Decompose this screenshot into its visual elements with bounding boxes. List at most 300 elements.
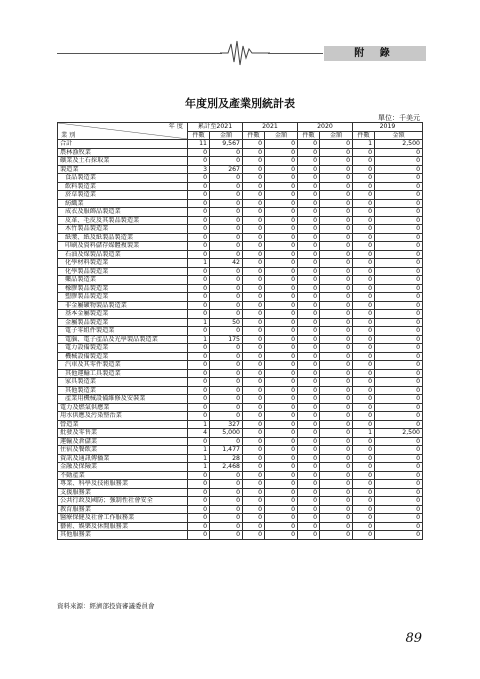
amount-cell: 0 (210, 412, 243, 421)
count-cell: 0 (188, 276, 210, 285)
amount-cell: 0 (210, 225, 243, 234)
count-cell: 0 (298, 344, 320, 353)
amount-cell: 0 (265, 429, 298, 438)
amount-cell: 0 (265, 463, 298, 472)
industry-cell: 木竹製品製造業 (58, 225, 188, 234)
count-cell: 0 (353, 242, 375, 251)
count-cell: 0 (298, 446, 320, 455)
amount-cell: 0 (210, 497, 243, 506)
year-header: 2021 (243, 123, 298, 132)
count-cell: 1 (188, 335, 210, 344)
table-row (58, 403, 423, 412)
industry-cell: 橡膠製品製造業 (58, 284, 188, 293)
count-cell: 0 (353, 259, 375, 268)
amount-cell: 0 (265, 369, 298, 378)
amount-cell: 0 (210, 378, 243, 387)
table-row (58, 335, 423, 344)
count-cell: 0 (298, 293, 320, 302)
amount-cell: 0 (320, 157, 353, 166)
amount-cell: 0 (320, 344, 353, 353)
count-cell: 0 (188, 361, 210, 370)
count-cell: 0 (188, 225, 210, 234)
table-row (58, 480, 423, 489)
amount-cell: 50 (210, 318, 243, 327)
count-cell: 0 (243, 403, 265, 412)
amount-cell: 0 (375, 191, 423, 200)
amount-cell: 0 (265, 267, 298, 276)
count-cell: 0 (243, 250, 265, 259)
amount-cell: 0 (375, 522, 423, 531)
count-cell: 0 (243, 437, 265, 446)
count-cell: 0 (298, 412, 320, 421)
count-cell: 0 (243, 208, 265, 217)
table-row (58, 148, 423, 157)
count-cell: 0 (298, 174, 320, 183)
count-cell: 0 (188, 191, 210, 200)
amount-cell: 0 (265, 233, 298, 242)
count-cell: 0 (353, 352, 375, 361)
count-cell: 0 (188, 471, 210, 480)
amount-cell: 0 (320, 352, 353, 361)
industry-cell: 其他服務業 (58, 531, 188, 540)
count-cell: 0 (188, 505, 210, 514)
count-cell: 0 (243, 522, 265, 531)
amount-cell: 0 (320, 454, 353, 463)
count-cell: 0 (298, 471, 320, 480)
amount-header: 金額 (320, 131, 353, 140)
amount-header: 金額 (210, 131, 243, 140)
amount-cell: 0 (210, 361, 243, 370)
amount-cell: 0 (265, 454, 298, 463)
count-cell: 0 (353, 505, 375, 514)
amount-cell: 0 (320, 182, 353, 191)
count-cell: 0 (188, 233, 210, 242)
amount-cell: 0 (265, 182, 298, 191)
count-cell: 0 (353, 488, 375, 497)
count-cell: 0 (243, 233, 265, 242)
amount-cell: 0 (210, 505, 243, 514)
table-row (58, 352, 423, 361)
count-cell: 0 (243, 242, 265, 251)
count-cell: 0 (243, 199, 265, 208)
count-cell: 0 (188, 293, 210, 302)
amount-cell: 0 (375, 157, 423, 166)
amount-cell: 0 (210, 174, 243, 183)
count-cell: 0 (188, 412, 210, 421)
table-row (58, 437, 423, 446)
amount-cell: 0 (320, 284, 353, 293)
count-cell: 0 (353, 165, 375, 174)
amount-cell: 0 (210, 344, 243, 353)
table-row (58, 191, 423, 200)
count-cell: 1 (188, 318, 210, 327)
amount-cell: 0 (210, 284, 243, 293)
amount-cell: 0 (210, 352, 243, 361)
amount-cell: 0 (210, 395, 243, 404)
amount-cell: 0 (210, 369, 243, 378)
table-row (58, 471, 423, 480)
count-cell: 0 (353, 386, 375, 395)
table-row (58, 497, 423, 506)
count-cell: 0 (353, 216, 375, 225)
count-cell: 0 (188, 157, 210, 166)
amount-cell: 0 (210, 216, 243, 225)
industry-cell: 運輸及倉儲業 (58, 437, 188, 446)
amount-cell: 42 (210, 259, 243, 268)
count-cell: 0 (243, 531, 265, 540)
count-cell: 1 (188, 420, 210, 429)
amount-cell: 0 (265, 412, 298, 421)
count-cell: 0 (353, 157, 375, 166)
count-cell: 0 (188, 395, 210, 404)
industry-cell: 飲料製造業 (58, 182, 188, 191)
amount-cell: 0 (210, 250, 243, 259)
count-cell: 0 (243, 327, 265, 336)
industry-cell: 資訊及通訊傳播業 (58, 454, 188, 463)
amount-cell: 0 (265, 191, 298, 200)
industry-cell: 醫療保健及社會工作服務業 (58, 514, 188, 523)
count-cell: 0 (353, 378, 375, 387)
amount-cell: 0 (320, 437, 353, 446)
amount-cell: 0 (210, 182, 243, 191)
count-cell: 0 (298, 327, 320, 336)
industry-cell: 支援服務業 (58, 488, 188, 497)
amount-cell: 0 (265, 242, 298, 251)
count-cell: 0 (298, 505, 320, 514)
amount-cell: 0 (265, 505, 298, 514)
count-cell: 0 (298, 140, 320, 149)
count-cell: 0 (298, 225, 320, 234)
count-cell: 0 (353, 446, 375, 455)
amount-cell: 0 (320, 250, 353, 259)
count-cell: 0 (298, 216, 320, 225)
amount-cell: 0 (320, 259, 353, 268)
header-rule-left (57, 53, 222, 54)
count-cell: 0 (298, 267, 320, 276)
pulse-line-icon (220, 38, 270, 68)
amount-cell: 0 (320, 140, 353, 149)
amount-cell: 0 (320, 488, 353, 497)
industry-cell: 藝術、娛樂及休閒服務業 (58, 522, 188, 531)
amount-cell: 0 (320, 191, 353, 200)
count-cell: 0 (188, 242, 210, 251)
count-cell: 0 (243, 420, 265, 429)
count-header: 件數 (243, 131, 265, 140)
amount-cell: 0 (265, 208, 298, 217)
amount-cell: 0 (375, 165, 423, 174)
count-cell: 0 (188, 344, 210, 353)
count-cell: 0 (298, 522, 320, 531)
count-cell: 0 (353, 327, 375, 336)
amount-cell: 0 (210, 488, 243, 497)
industry-cell: 塑膠製品製造業 (58, 293, 188, 302)
amount-cell: 0 (265, 157, 298, 166)
count-cell: 0 (188, 250, 210, 259)
amount-cell: 0 (265, 293, 298, 302)
table-row (58, 301, 423, 310)
count-cell: 0 (243, 335, 265, 344)
count-cell: 0 (243, 471, 265, 480)
industry-cell: 電腦、電子產品及光學製品製造業 (58, 335, 188, 344)
table-row (58, 165, 423, 174)
amount-cell: 0 (265, 310, 298, 319)
count-cell: 0 (188, 174, 210, 183)
count-cell: 0 (353, 225, 375, 234)
year-header: 2019 (353, 123, 423, 132)
amount-cell: 0 (320, 165, 353, 174)
count-cell: 0 (243, 480, 265, 489)
amount-cell: 0 (265, 514, 298, 523)
industry-cell: 製造業 (58, 165, 188, 174)
count-cell: 0 (243, 165, 265, 174)
count-cell: 0 (353, 403, 375, 412)
amount-cell: 0 (265, 216, 298, 225)
amount-cell: 0 (320, 505, 353, 514)
section-tab: 附 錄 (324, 46, 426, 61)
corner-year-label: 年 度 (168, 123, 183, 130)
count-cell: 0 (353, 174, 375, 183)
amount-cell: 0 (265, 225, 298, 234)
count-cell: 0 (298, 514, 320, 523)
table-row (58, 395, 423, 404)
table-row (58, 157, 423, 166)
amount-cell: 0 (210, 208, 243, 217)
count-cell: 0 (353, 514, 375, 523)
count-cell: 1 (353, 429, 375, 438)
industry-cell: 化學材料製造業 (58, 259, 188, 268)
count-cell: 0 (243, 344, 265, 353)
count-cell: 0 (243, 454, 265, 463)
amount-cell: 0 (265, 471, 298, 480)
industry-cell: 印刷及資料儲存媒體複製業 (58, 242, 188, 251)
amount-cell: 0 (265, 446, 298, 455)
amount-cell: 0 (210, 310, 243, 319)
amount-cell: 0 (265, 361, 298, 370)
amount-cell: 0 (265, 378, 298, 387)
amount-cell: 0 (320, 463, 353, 472)
count-cell: 0 (353, 522, 375, 531)
count-cell: 0 (188, 216, 210, 225)
count-cell: 0 (243, 395, 265, 404)
table-row (58, 378, 423, 387)
year-header: 2020 (298, 123, 353, 132)
amount-cell: 0 (320, 233, 353, 242)
amount-cell: 327 (210, 420, 243, 429)
amount-cell: 0 (265, 386, 298, 395)
count-header: 件數 (353, 131, 375, 140)
amount-header: 金額 (265, 131, 298, 140)
count-cell: 0 (188, 301, 210, 310)
amount-cell: 0 (375, 310, 423, 319)
count-cell: 0 (298, 233, 320, 242)
amount-cell: 0 (265, 480, 298, 489)
amount-cell: 0 (375, 471, 423, 480)
amount-cell: 0 (320, 395, 353, 404)
industry-cell: 電力設備製造業 (58, 344, 188, 353)
count-cell: 0 (188, 437, 210, 446)
count-cell: 0 (298, 276, 320, 285)
amount-cell: 0 (375, 327, 423, 336)
industry-cell: 紡織業 (58, 199, 188, 208)
amount-cell: 0 (375, 412, 423, 421)
amount-cell: 175 (210, 335, 243, 344)
count-cell: 0 (243, 182, 265, 191)
amount-cell: 0 (320, 514, 353, 523)
count-cell: 0 (243, 361, 265, 370)
count-cell: 0 (188, 284, 210, 293)
count-cell: 0 (188, 182, 210, 191)
industry-cell: 公共行政及國防；強制性社會安全 (58, 497, 188, 506)
amount-cell: 0 (375, 199, 423, 208)
amount-cell: 0 (375, 250, 423, 259)
count-cell: 0 (188, 267, 210, 276)
amount-cell: 0 (375, 480, 423, 489)
table-row (58, 242, 423, 251)
industry-cell: 批發及零售業 (58, 429, 188, 438)
count-cell: 4 (188, 429, 210, 438)
amount-cell: 0 (320, 378, 353, 387)
amount-cell: 0 (210, 514, 243, 523)
count-cell: 0 (188, 522, 210, 531)
amount-cell: 0 (375, 378, 423, 387)
amount-cell: 0 (320, 446, 353, 455)
count-cell: 0 (298, 352, 320, 361)
amount-cell: 0 (265, 301, 298, 310)
count-cell: 0 (298, 386, 320, 395)
amount-cell: 0 (265, 395, 298, 404)
count-cell: 0 (243, 148, 265, 157)
count-cell: 0 (353, 480, 375, 489)
industry-cell: 非金屬礦物製品製造業 (58, 301, 188, 310)
table-row (58, 250, 423, 259)
count-cell: 0 (298, 148, 320, 157)
amount-cell: 0 (375, 259, 423, 268)
amount-cell: 0 (320, 242, 353, 251)
count-cell: 0 (188, 488, 210, 497)
count-cell: 0 (188, 497, 210, 506)
count-cell: 0 (298, 531, 320, 540)
industry-cell: 其他運輸工具製造業 (58, 369, 188, 378)
count-cell: 0 (188, 480, 210, 489)
amount-cell: 0 (375, 225, 423, 234)
count-cell: 0 (298, 165, 320, 174)
amount-cell: 0 (265, 344, 298, 353)
count-cell: 0 (298, 199, 320, 208)
table-row (58, 361, 423, 370)
count-cell: 0 (353, 463, 375, 472)
count-cell: 0 (298, 437, 320, 446)
table-row (58, 233, 423, 242)
amount-cell: 0 (320, 369, 353, 378)
count-cell: 0 (353, 267, 375, 276)
amount-cell: 0 (320, 293, 353, 302)
industry-cell: 住宿及餐飲業 (58, 446, 188, 455)
corner-industry-label: 業 別 (61, 131, 76, 139)
amount-cell: 2,468 (210, 463, 243, 472)
count-cell: 0 (243, 216, 265, 225)
amount-cell: 0 (375, 148, 423, 157)
amount-cell: 0 (265, 284, 298, 293)
count-cell: 0 (188, 310, 210, 319)
count-cell: 0 (243, 378, 265, 387)
count-cell: 11 (188, 140, 210, 149)
count-cell: 0 (243, 174, 265, 183)
amount-cell: 0 (375, 531, 423, 540)
table-row (58, 454, 423, 463)
count-cell: 0 (188, 208, 210, 217)
amount-cell: 0 (375, 446, 423, 455)
amount-cell: 0 (265, 327, 298, 336)
count-cell: 0 (353, 454, 375, 463)
industry-cell: 家具製造業 (58, 378, 188, 387)
amount-cell: 0 (375, 497, 423, 506)
count-cell: 0 (298, 284, 320, 293)
count-cell: 0 (188, 352, 210, 361)
industry-cell: 營造業 (58, 420, 188, 429)
amount-cell: 0 (210, 242, 243, 251)
industry-cell: 教育服務業 (58, 505, 188, 514)
industry-cell: 金屬製品製造業 (58, 318, 188, 327)
amount-cell: 0 (320, 199, 353, 208)
amount-cell: 0 (210, 386, 243, 395)
amount-cell: 0 (375, 216, 423, 225)
count-cell: 0 (243, 429, 265, 438)
count-cell: 0 (298, 454, 320, 463)
count-cell: 0 (353, 301, 375, 310)
count-cell: 0 (353, 208, 375, 217)
count-cell: 0 (188, 514, 210, 523)
count-cell: 0 (298, 395, 320, 404)
amount-cell: 0 (210, 522, 243, 531)
count-cell: 0 (353, 497, 375, 506)
amount-cell: 0 (265, 140, 298, 149)
amount-cell: 0 (320, 276, 353, 285)
count-cell: 0 (298, 259, 320, 268)
count-cell: 0 (188, 403, 210, 412)
year-header: 累計至2021 (188, 123, 243, 132)
amount-cell: 0 (265, 148, 298, 157)
amount-cell: 0 (375, 344, 423, 353)
count-cell: 0 (243, 369, 265, 378)
industry-cell: 產業用機械設備維修及安裝業 (58, 395, 188, 404)
unit-label: 單位：千美元 (378, 114, 420, 122)
count-cell: 0 (298, 361, 320, 370)
table-row (58, 463, 423, 472)
page-header (0, 38, 480, 68)
count-cell: 0 (243, 505, 265, 514)
table-row (58, 293, 423, 302)
count-cell: 0 (353, 276, 375, 285)
industry-cell: 石油及煤製品製造業 (58, 250, 188, 259)
count-cell: 1 (353, 140, 375, 149)
amount-cell: 0 (265, 174, 298, 183)
count-cell: 0 (298, 488, 320, 497)
count-cell: 0 (243, 318, 265, 327)
amount-cell: 0 (320, 412, 353, 421)
table-row (58, 420, 423, 429)
count-cell: 0 (243, 225, 265, 234)
count-cell: 0 (298, 157, 320, 166)
count-cell: 0 (298, 318, 320, 327)
count-cell: 0 (353, 310, 375, 319)
amount-cell: 0 (265, 318, 298, 327)
amount-cell: 0 (210, 471, 243, 480)
amount-cell: 0 (375, 437, 423, 446)
amount-cell: 0 (320, 335, 353, 344)
amount-cell: 0 (210, 437, 243, 446)
amount-cell: 0 (210, 148, 243, 157)
amount-cell: 5,000 (210, 429, 243, 438)
